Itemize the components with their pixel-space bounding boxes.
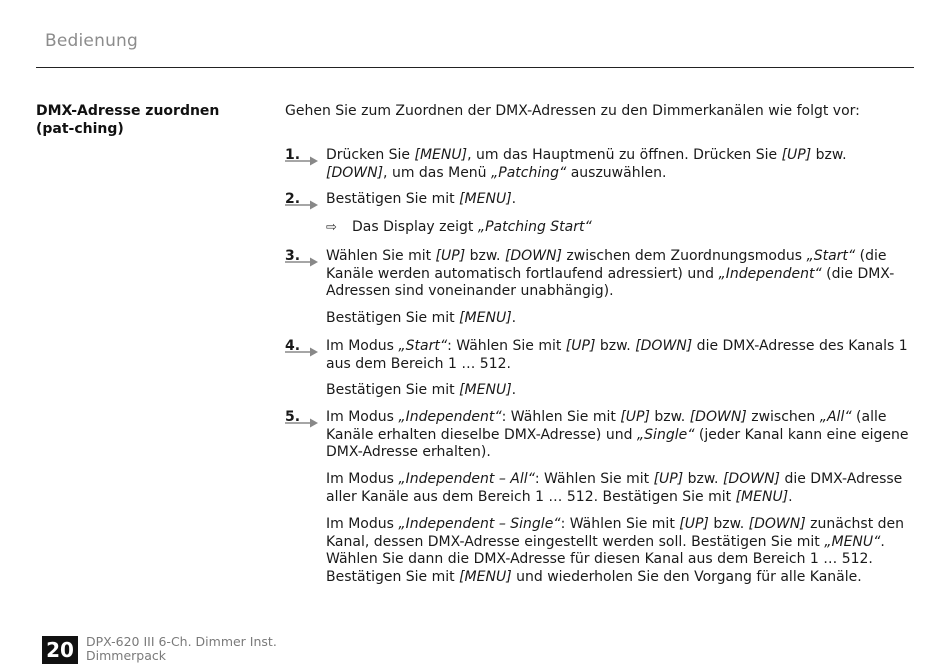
step-number: 3. xyxy=(285,248,301,264)
section-intro: Gehen Sie zum Zuordnen der DMX-Adressen zu den Dimmerkanälen wie folgt vor: xyxy=(285,103,860,119)
step-text: Bestätigen Sie mit [MENU]. xyxy=(326,191,517,207)
footer-product-line2: Dimmerpack xyxy=(86,648,166,663)
step-text: Wählen Sie mit [UP] bzw. [DOWN] zwischen dem Zuordnungsmodus „Start“ (die Kanäle werden automatisch fortlaufend adressiert) und „Independent“ (die DMX-Adressen sind voneinander unabhängig). xyxy=(326,248,895,299)
step-arrow-icon xyxy=(285,418,319,428)
result-text: Das Display zeigt „Patching Start“ xyxy=(352,219,592,235)
result-arrow-icon: ⇨ xyxy=(326,220,337,235)
footer-product-line1: DPX-620 III 6-Ch. Dimmer Inst. xyxy=(86,634,277,649)
single-mode-paragraph: Im Modus „Independent – Single“: Wählen Sie mit [UP] bzw. [DOWN] zunächst den Kanal, dessen DMX-Adresse eingestellt werden soll. Bestätigen Sie mit „MENU“. Wählen Sie dann die DMX-Adresse für diesen Kanal aus dem Bereich 1 … 512. Bestätigen Sie mit [MENU] und wiederholen Sie den Vorgang für alle Kanäle. xyxy=(326,516,905,585)
step-text: Drücken Sie [MENU], um das Hauptmenü zu öffnen. Drücken Sie [UP] bzw. [DOWN], um das Menü „Patching“ auszuwählen. xyxy=(326,147,847,181)
step-arrow-icon xyxy=(285,200,319,210)
step-arrow-icon xyxy=(285,347,319,357)
section-heading xyxy=(36,102,256,138)
step-number: 2. xyxy=(285,191,301,207)
step-text: Im Modus „Start“: Wählen Sie mit [UP] bzw. [DOWN] die DMX-Adresse des Kanals 1 aus dem Bereich 1 … 512. xyxy=(326,338,908,372)
step-arrow-icon xyxy=(285,257,319,267)
page-header-title: Bedienung xyxy=(45,31,139,51)
step-marker xyxy=(285,248,319,266)
step-marker xyxy=(285,147,319,165)
confirm-paragraph: Bestätigen Sie mit [MENU]. xyxy=(326,382,517,398)
step-number: 1. xyxy=(285,147,301,163)
step-marker xyxy=(285,338,319,356)
step-marker xyxy=(285,191,319,209)
header-divider xyxy=(36,67,914,68)
step-number: 4. xyxy=(285,338,301,354)
step-number: 5. xyxy=(285,409,301,425)
all-mode-paragraph: Im Modus „Independent – All“: Wählen Sie mit [UP] bzw. [DOWN] die DMX-Adresse aller Kanäle aus dem Bereich 1 … 512. Bestätigen Sie mit [MENU]. xyxy=(326,471,903,505)
step-text: Im Modus „Independent“: Wählen Sie mit [UP] bzw. [DOWN] zwischen „All“ (alle Kanäle erhalten dieselbe DMX-Adresse) und „Single“ (jeder Kanal kann eine eigene DMX-Adresse erhalten). xyxy=(326,409,909,460)
step-result xyxy=(326,218,916,237)
confirm-paragraph: Bestätigen Sie mit [MENU]. xyxy=(326,310,517,326)
section-heading-text: DMX-Adresse zuordnen (pat-ching) xyxy=(36,103,220,137)
page-number: 20 xyxy=(42,636,78,664)
step-marker xyxy=(285,409,319,427)
step-arrow-icon xyxy=(285,156,319,166)
